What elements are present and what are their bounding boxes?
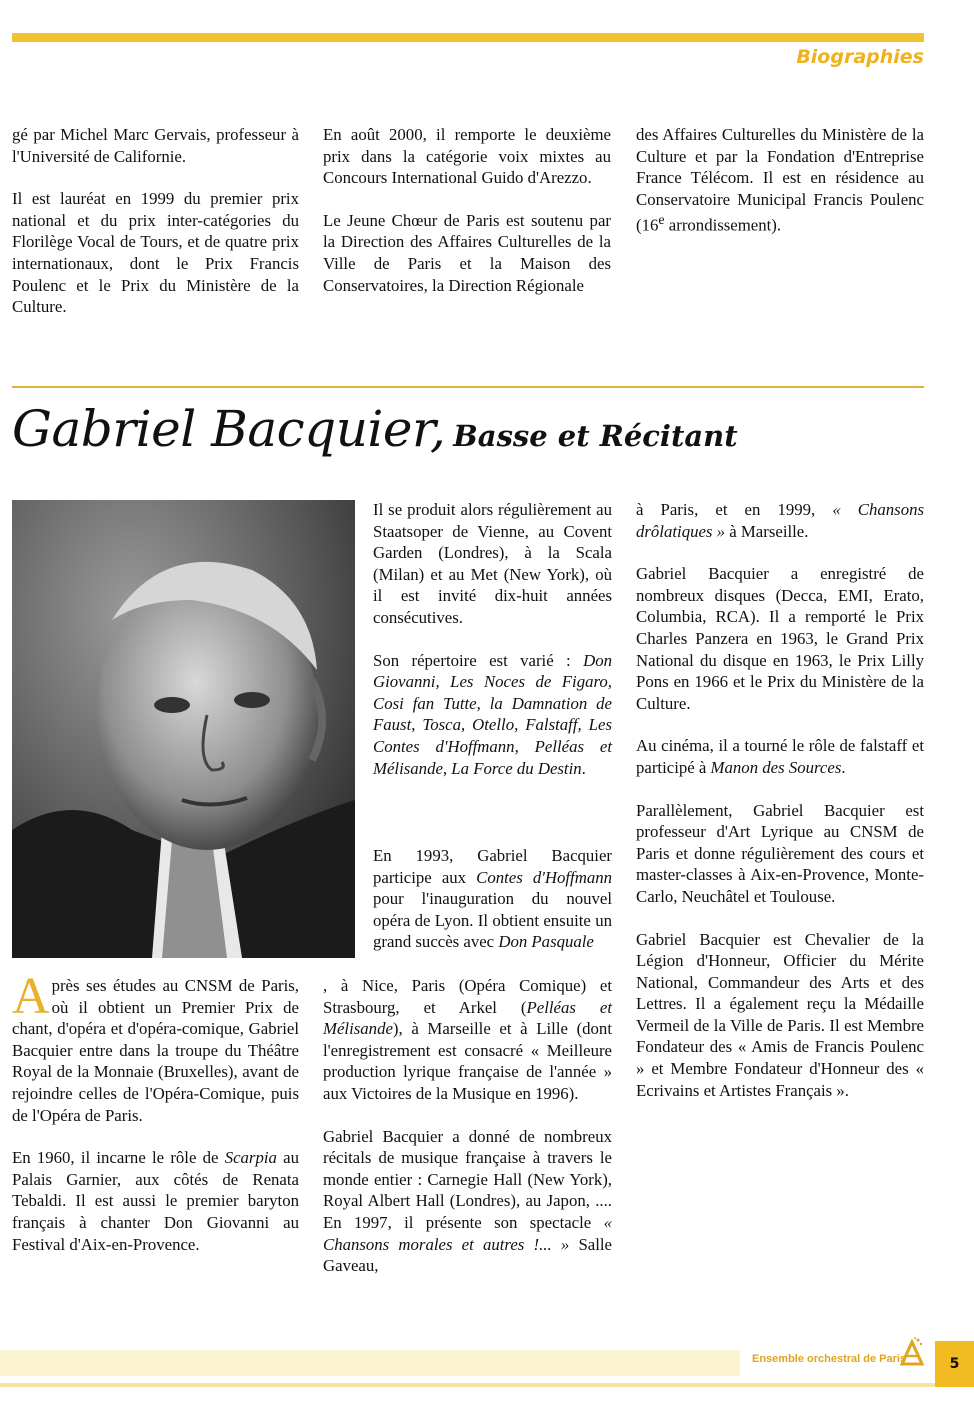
paragraph: Parallèlement, Gabriel Bacquier est professeur d'Art Lyrique au CNSM de Paris et donne régulièrement des cours et master-classes à Aix-en-Provence, Monte-Carlo, Neuchâtel et Toulouse. [636,800,924,906]
bio-column-2-middle [373,845,612,974]
top-column-3 [636,124,924,258]
paragraph: Gabriel Bacquier a donné de nombreux récitals de musique française à travers le monde entier : Carnegie Hall (New York), Royal Albert Hall (Londres), au Japon, .... En 1997, il présente son spectacle « Chansons morales et autres !... » Salle Gaveau, [323,1126,612,1276]
portrait-image [12,500,355,958]
header-rule [12,33,924,42]
top-column-2 [323,124,611,317]
paragraph: En août 2000, il remporte le deuxième prix dans la catégorie voix mixtes au Concours International Guido d'Arezzo. [323,125,611,188]
bio-column-1 [12,968,299,1276]
paragraph: Le Jeune Chœur de Paris est soutenu par la Direction des Affaires Culturelles de la Ville de Paris et la Maison des Conservatoires, la Direction Régionale [323,210,611,295]
section-divider [12,386,924,388]
drop-cap: A [12,968,50,1025]
paragraph: En 1993, Gabriel Bacquier participe aux Contes d'Hoffmann pour l'inauguration du nouvel opéra de Lyon. Il obtient ensuite un grand succès avec Don Pasquale [373,846,612,952]
paragraph: Au cinéma, il a tourné le rôle de falstaff et participé à Manon des Sources. [636,736,924,777]
footer-brand: Ensemble orchestral de Paris [752,1353,907,1365]
paragraph: gé par Michel Marc Gervais, professeur à l'Université de Californie. [12,125,299,166]
ensemble-logo-icon [900,1336,924,1366]
paragraph: Gabriel Bacquier a enregistré de nombreux disques (Decca, EMI, Erato, Columbia, RCA). Il a remporté le Prix Charles Panzera en 1963, le Grand Prix National du disque en 1963, le Prix Lilly Pons en 1966 et le Prix du Ministère de la Culture. [636,564,924,713]
portrait-photo [12,500,355,958]
page-number: 5 [935,1341,974,1387]
footer-band [0,1350,740,1376]
paragraph: Il est lauréat en 1999 du premier prix national et du prix inter-catégories du Florilège Vocal de Tours, et de quatre prix internationaux, dont le Prix Francis Poulenc et le Prix du Ministère de la Culture. [12,189,299,317]
bio-column-3 [636,499,924,1122]
person-name: Gabriel Bacquier, [12,400,446,458]
paragraph: , à Nice, Paris (Opéra Comique) et Strasbourg, et Arkel (Pelléas et Mélisande), à Marseille et à Lille (dont l'enregistrement est consacré « Meilleure production lyrique française de l'année » aux Victoires de la Musique en 1996). [323,976,612,1103]
paragraph: Après ses études au CNSM de Paris, où il obtient un Premier Prix de chant, d'opéra et d'opéra-comique, Gabriel Bacquier entre dans la troupe du Théâtre Royal de la Monnaie (Bruxelles), avant de rejoindre celles de l'Opéra-Comique, puis de l'Opéra de Paris. [12,968,299,1125]
paragraph: à Paris, et en 1999, « Chansons drôlatiques » à Marseille. [636,500,925,541]
section-label: Biographies [796,46,924,68]
paragraph: Son répertoire est varié : Don Giovanni, Les Noces de Figaro, Cosi fan Tutte, la Damnation de Faust, Tosca, Otello, Falstaff, Les Contes d'Hoffmann, Pelléas et Mélisande, La Force du Destin. [373,650,612,778]
paragraph: des Affaires Culturelles du Ministère de la Culture et par la Fondation d'Entreprise France Télécom. Il est en résidence au Conservatoire Municipal Francis Poulenc (16e arrondissement). [636,125,924,235]
top-column-1 [12,124,299,339]
paragraph: Gabriel Bacquier est Chevalier de la Légion d'Honneur, Officier du Mérite National, Commandeur des Arts et des Lettres. Il a également reçu la Médaille Vermeil de la Ville de Paris. Il est Membre Fondateur des « Amis de Francis Poulenc » et Membre Fondateur d'Honneur des « Ecrivains et Artistes Français ». [636,929,924,1100]
bio-column-2-top [373,499,612,800]
footer-rule [0,1383,935,1387]
bio-column-2-bottom [323,975,612,1298]
paragraph: En 1960, il incarne le rôle de Scarpia au Palais Garnier, aux côtés de Renata Tebaldi. Il est aussi le premier baryton français à chanter Don Giovanni au Festival d'Aix-en-Provence. [12,1148,299,1254]
paragraph: Il se produit alors régulièrement au Staatsoper de Vienne, au Covent Garden (Londres), à la Scala (Milan) et au Met (New York), où il est invité dix-huit années consécutives. [373,500,612,627]
person-role: Basse et Récitant [453,419,738,453]
bio-heading [12,400,738,458]
